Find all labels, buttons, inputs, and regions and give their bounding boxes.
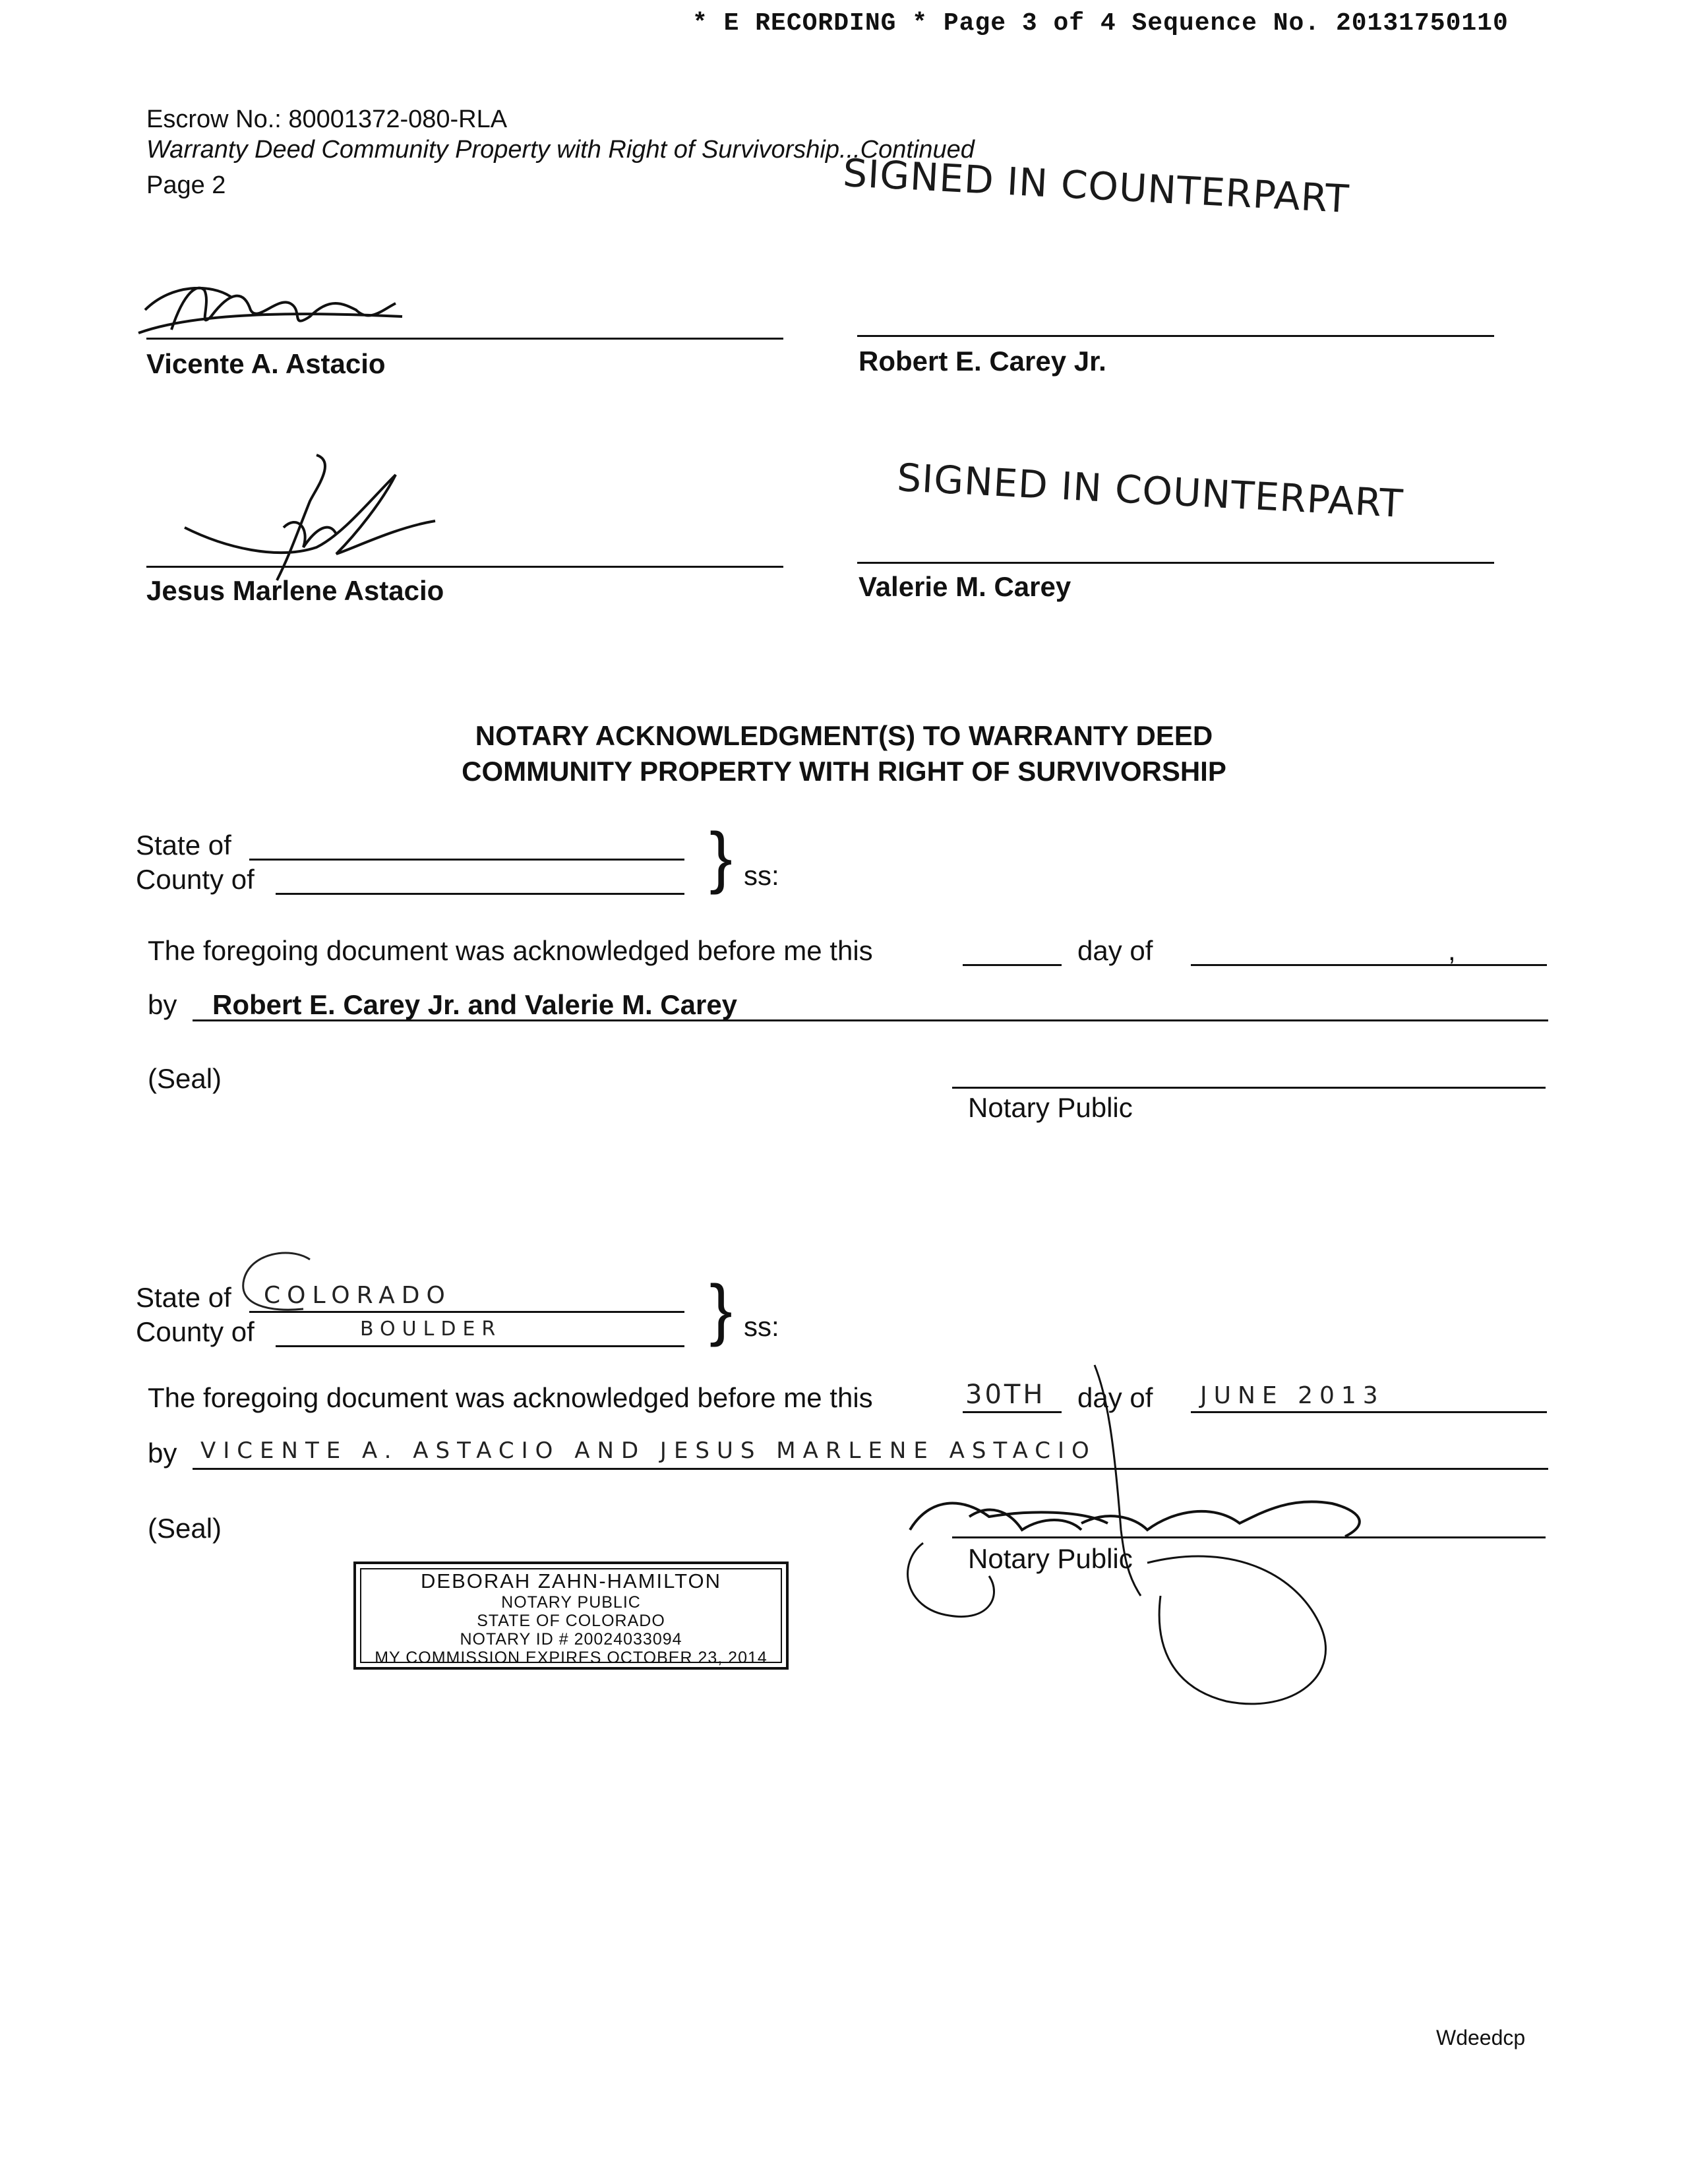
seal-label-2: (Seal) [148, 1513, 222, 1544]
month-field-1 [1191, 964, 1547, 966]
comma-1: , [1448, 935, 1456, 966]
county-handwritten: BOULDER [360, 1318, 502, 1341]
signer-name-3: Jesus Marlene Astacio [146, 575, 444, 606]
day-of-label-1: day of [1077, 935, 1153, 966]
by-handwritten: VICENTE A. ASTACIO AND JESUS MARLENE ASTACIO [200, 1438, 1097, 1464]
notary-stamp-title: NOTARY PUBLIC [501, 1593, 641, 1612]
page-label: Page 2 [146, 171, 226, 199]
ss-label-2: ss: [744, 1311, 779, 1342]
notary-signature-line-1 [952, 1087, 1546, 1089]
state-label-2: State of [136, 1282, 231, 1313]
by-label-1: by [148, 989, 177, 1020]
escrow-number: Escrow No.: 80001372-080-RLA [146, 106, 508, 133]
ack-text-2: The foregoing document was acknowledged before me this [148, 1382, 873, 1413]
signer-name-4: Valerie M. Carey [859, 571, 1071, 602]
brace-2: } [709, 1271, 733, 1348]
by-names-1: Robert E. Carey Jr. and Valerie M. Carey [212, 989, 738, 1020]
form-code: Wdeedcp [1436, 2026, 1526, 2049]
signature-line-4 [857, 562, 1494, 564]
signature-line-2 [857, 335, 1494, 337]
counterpart-stamp-2: SIGNED IN COUNTERPART [895, 454, 1405, 527]
notary-signature [831, 1345, 1530, 1714]
recording-header: * E RECORDING * Page 3 of 4 Sequence No. 20131750110 [692, 9, 1509, 38]
by-label-2: by [148, 1438, 177, 1469]
document-subtitle: Warranty Deed Community Property with Right of Survivorship...Continued [146, 136, 975, 164]
by-field-1 [193, 1019, 1548, 1021]
notary-title-line1: NOTARY ACKNOWLEDGMENT(S) TO WARRANTY DEED [475, 720, 1213, 751]
notary-stamp-name: DEBORAH ZAHN-HAMILTON [421, 1569, 721, 1592]
county-label-2: County of [136, 1316, 255, 1347]
notary-public-label-1: Notary Public [968, 1092, 1133, 1123]
county-label-1: County of [136, 864, 255, 895]
notary-stamp-expiry: MY COMMISSION EXPIRES OCTOBER 23, 2014 [375, 1649, 768, 1667]
state-handwritten-flourish [237, 1246, 316, 1319]
signer-name-2: Robert E. Carey Jr. [859, 346, 1106, 377]
day-field-1 [963, 964, 1062, 966]
notary-stamp [353, 1562, 789, 1670]
county-field-1 [276, 893, 684, 895]
day-handwritten: 30TH [965, 1380, 1046, 1410]
day-of-label-2: day of [1077, 1382, 1153, 1413]
counterpart-stamp-1: SIGNED IN COUNTERPART [841, 150, 1351, 222]
county-field-2 [276, 1345, 684, 1347]
notary-public-label-2: Notary Public [968, 1543, 1133, 1574]
state-handwritten: COLORADO [264, 1282, 452, 1309]
month-handwritten: JUNE 2013 [1200, 1382, 1385, 1409]
notary-title-line2: COMMUNITY PROPERTY WITH RIGHT OF SURVIVORSHIP [462, 756, 1226, 787]
signature-jesus [185, 448, 462, 593]
notary-stamp-state: STATE OF COLORADO [477, 1612, 665, 1630]
signer-name-1: Vicente A. Astacio [146, 348, 386, 379]
state-field-1 [249, 859, 684, 861]
signature-vicente [132, 270, 422, 349]
notary-stamp-id: NOTARY ID # 20024033094 [460, 1630, 682, 1649]
state-label-1: State of [136, 830, 231, 861]
brace-1: } [709, 819, 733, 895]
ss-label-1: ss: [744, 860, 779, 891]
ack-text-1: The foregoing document was acknowledged before me this [148, 935, 873, 966]
seal-label-1: (Seal) [148, 1063, 222, 1094]
